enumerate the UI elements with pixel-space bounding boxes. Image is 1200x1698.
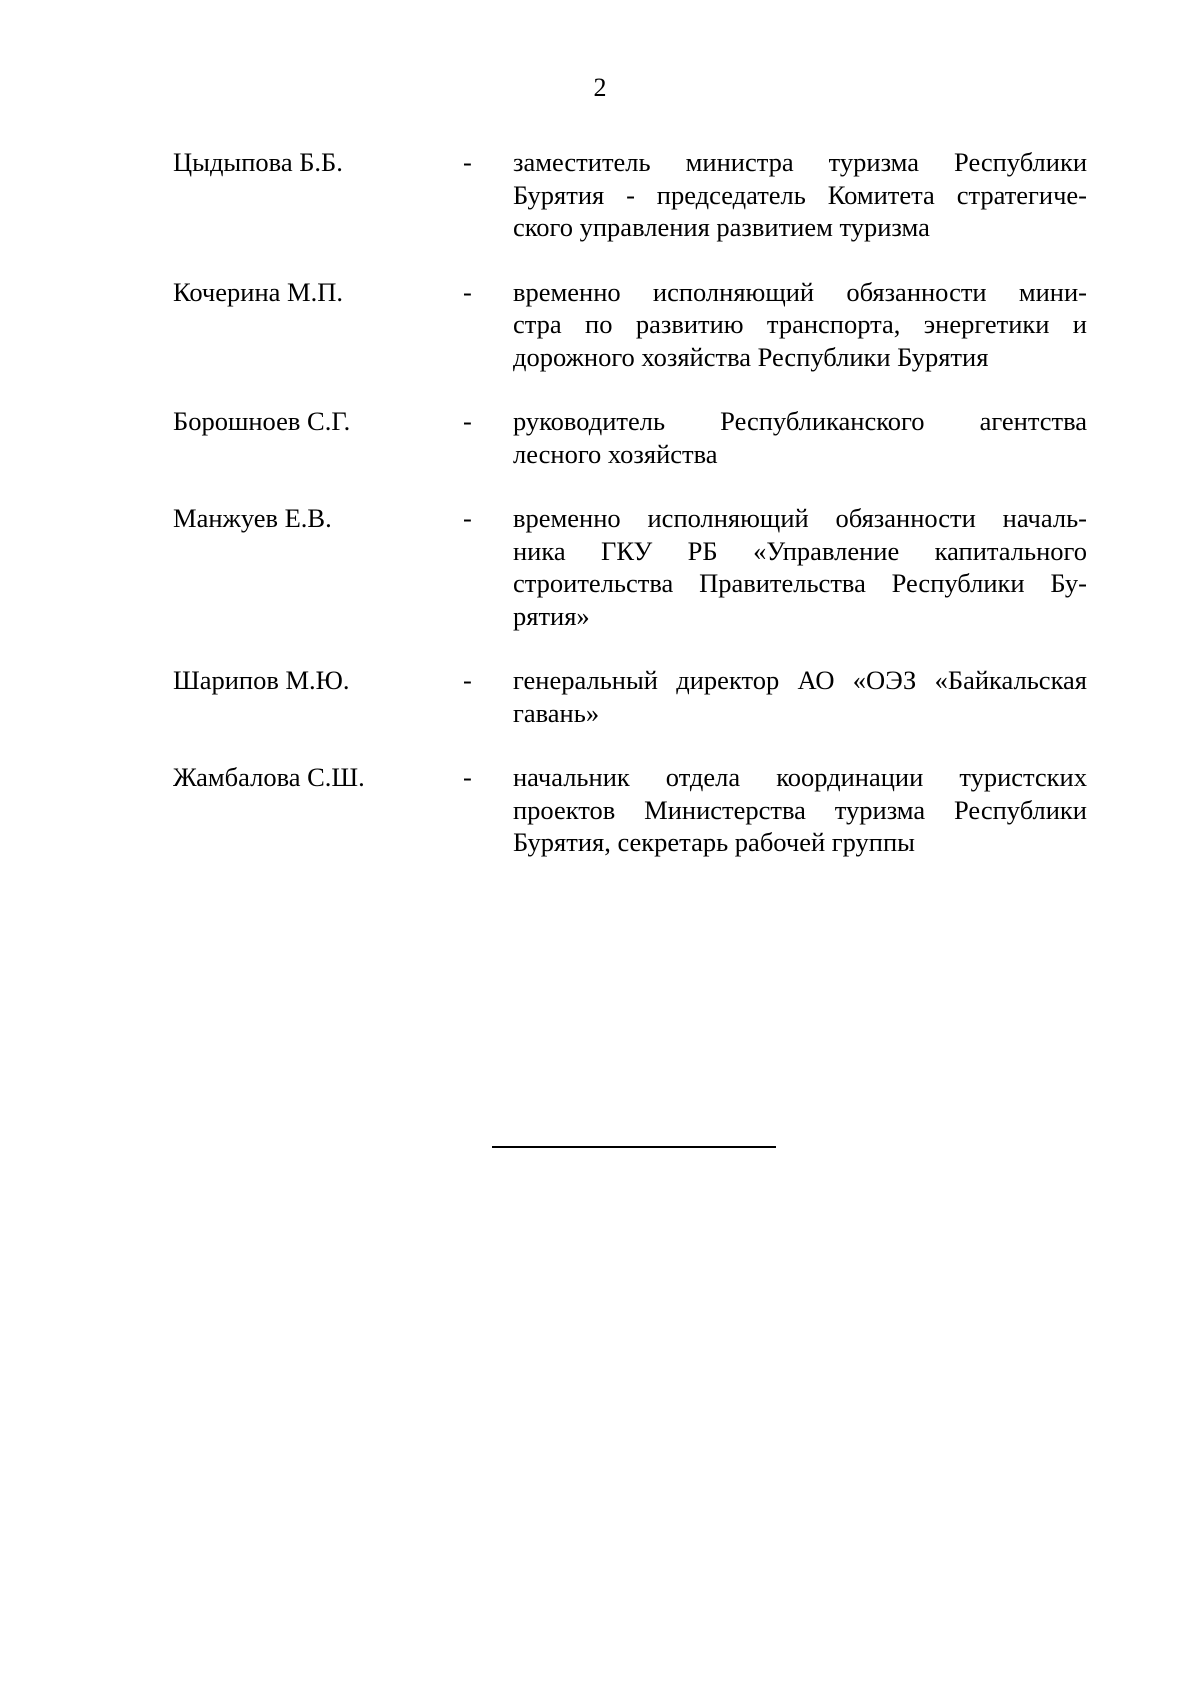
member-role-line: начальник отдела координации туристских	[513, 762, 1087, 792]
member-role-line: временно исполняющий обязанности мини-	[513, 276, 1087, 307]
member-role-line: генеральный директор АО «ОЭЗ «Байкальская	[513, 665, 1087, 695]
member-dash: -	[463, 276, 472, 307]
member-entry	[173, 761, 1087, 859]
member-role-line: лесного хозяйства	[513, 438, 718, 469]
member-role-line: Бурятия - председатель Комитета стратегиче-	[513, 179, 1087, 210]
member-role-line: гавань»	[513, 697, 600, 728]
member-role-line: дорожного хозяйства Республики Бурятия	[513, 341, 989, 372]
page-number: 2	[593, 73, 607, 102]
member-entry	[173, 276, 1087, 374]
member-role-line: строительства Правительства Республики Бу-	[513, 568, 1087, 598]
member-list	[173, 146, 1087, 859]
member-entry	[173, 502, 1087, 632]
member-role-line: Бурятия, секретарь рабочей группы	[513, 827, 915, 857]
member-name: Манжуев Е.В.	[173, 503, 332, 533]
member-role-line: ника ГКУ РБ «Управление капитального	[513, 535, 1087, 566]
member-role	[513, 664, 1087, 729]
member-dash: -	[463, 147, 472, 177]
member-dash: -	[463, 503, 472, 533]
member-dash: -	[463, 406, 472, 436]
member-name: Шарипов М.Ю.	[173, 665, 350, 695]
member-entry	[173, 664, 1087, 729]
member-role-line: рятия»	[513, 600, 590, 631]
member-role	[513, 502, 1087, 632]
member-name: Борошноев С.Г.	[173, 406, 351, 436]
member-role-line: руководитель Республиканского агентства	[513, 406, 1087, 436]
closing-rule	[492, 1146, 776, 1148]
member-dash: -	[463, 762, 472, 792]
member-role-line: временно исполняющий обязанности началь-	[513, 503, 1087, 533]
member-role-line: ского управления развитием туризма	[513, 212, 930, 242]
member-role-line: стра по развитию транспорта, энергетики и	[513, 309, 1087, 339]
member-role	[513, 276, 1087, 374]
member-role	[513, 405, 1087, 470]
member-name: Кочерина М.П.	[173, 276, 343, 307]
member-name: Цыдыпова Б.Б.	[173, 147, 343, 177]
member-name: Жамбалова С.Ш.	[173, 762, 365, 792]
member-entry	[173, 146, 1087, 244]
member-dash: -	[463, 665, 472, 695]
member-entry	[173, 405, 1087, 470]
member-role	[513, 146, 1087, 244]
member-role	[513, 761, 1087, 859]
member-role-line: заместитель министра туризма Республики	[513, 147, 1087, 177]
member-role-line: проектов Министерства туризма Республики	[513, 794, 1087, 825]
